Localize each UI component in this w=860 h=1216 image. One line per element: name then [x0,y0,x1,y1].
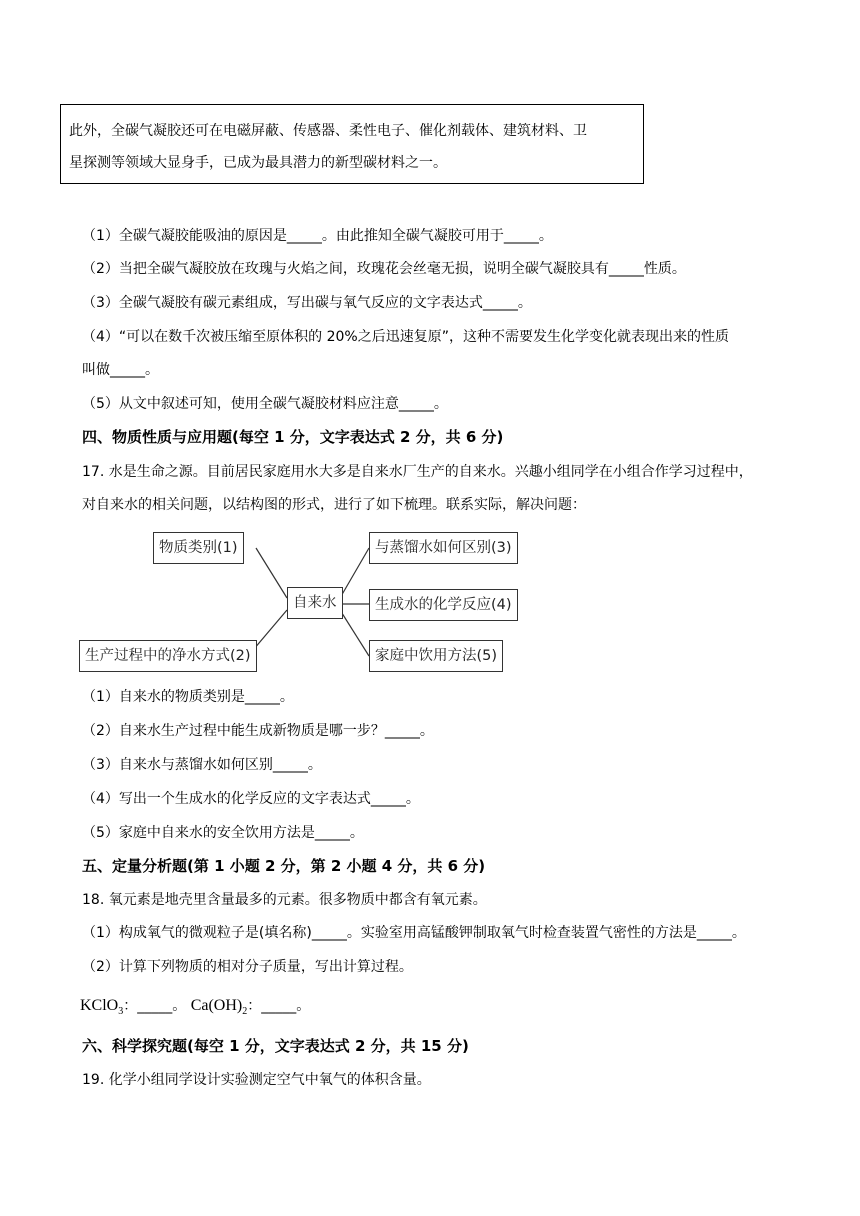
q17-sub-3: （3）自来水与蒸馏水如何区别_____。 [82,757,322,773]
node-household-drinking: 家庭中饮用方法(5) [369,640,503,672]
node-distinguish-distilled: 与蒸馏水如何区别(3) [369,532,518,564]
formula-kclo3: KClO$_3$ [80,997,124,1018]
q18-sub-2: （2）计算下列物质的相对分子质量，写出计算过程。 [82,959,413,975]
formula-caoh2-blank: ：_____。 [247,998,311,1014]
q18-text: 18. 氧元素是地壳里含量最多的元素。很多物质中都含有氧元素。 [82,892,487,908]
node-water-forming-reaction: 生成水的化学反应(4) [369,589,518,621]
q16-sub-2: （2）当把全碳气凝胶放在玫瑰与火焰之间，玫瑰花会丝毫无损，说明全碳气凝胶具有_____性质。 [82,261,686,277]
formula-line [80,996,310,1022]
node-substance-category: 物质类别(1) [153,532,244,564]
section-6-heading: 六、科学探究题(每空 1 分，文字表达式 2 分，共 15 分) [82,1037,469,1055]
formula-kclo3-blank: ：_____。 [123,998,187,1014]
q16-sub-5: （5）从文中叙述可知，使用全碳气凝胶材料应注意_____。 [82,396,448,412]
connector-right-top [340,548,369,598]
q19-text: 19. 化学小组同学设计实验测定空气中氧气的体积含量。 [82,1072,431,1088]
section-4-heading: 四、物质性质与应用题(每空 1 分，文字表达式 2 分，共 6 分) [82,428,504,446]
node-tap-water: 自来水 [287,587,343,619]
q17-sub-1: （1）自来水的物质类别是_____。 [82,689,294,705]
q17-text-line-1: 17. 水是生命之源。目前居民家庭用水大多是自来水厂生产的自来水。兴趣小组同学在小组合作学习过程中， [82,464,753,480]
q16-sub-4-cont: 叫做_____。 [82,362,159,378]
q16-sub-1: （1）全碳气凝胶能吸油的原因是_____。由此推知全碳气凝胶可用于_____。 [82,228,553,244]
section-5-heading: 五、定量分析题(第 1 小题 2 分，第 2 小题 4 分，共 6 分) [82,857,486,875]
connector-right-bottom [340,610,369,656]
passage-line-1: 此外，全碳气凝胶还可在电磁屏蔽、传感器、柔性电子、催化剂载体、建筑材料、卫 [69,123,587,139]
q18-sub-1: （1）构成氧气的微观粒子是(填名称)_____。实验室用高锰酸钾制取氧气时检查装置气密性的方法是_____。 [82,925,746,941]
q17-sub-4: （4）写出一个生成水的化学反应的文字表达式_____。 [82,791,420,807]
formula-caoh2: $Ca(OH)_2$ [190,997,248,1018]
node-purification-method: 生产过程中的净水方式(2) [79,640,257,672]
passage-line-2: 星探测等领域大显身手，已成为最具潜力的新型碳材料之一。 [69,155,447,171]
q17-text-line-2: 对自来水的相关问题，以结构图的形式，进行了如下梳理。联系实际，解决问题： [82,497,586,513]
q16-sub-4: （4）“可以在数千次被压缩至原体积的 20%之后迅速复原”，这种不需要发生化学变化就表现出来的性质 [82,329,729,345]
connector-left-top [256,548,287,598]
q17-sub-2: （2）自来水生产过程中能生成新物质是哪一步？_____。 [82,723,434,739]
q16-sub-3: （3）全碳气凝胶有碳元素组成，写出碳与氧气反应的文字表达式_____。 [82,295,532,311]
q17-sub-5: （5）家庭中自来水的安全饮用方法是_____。 [82,825,364,841]
